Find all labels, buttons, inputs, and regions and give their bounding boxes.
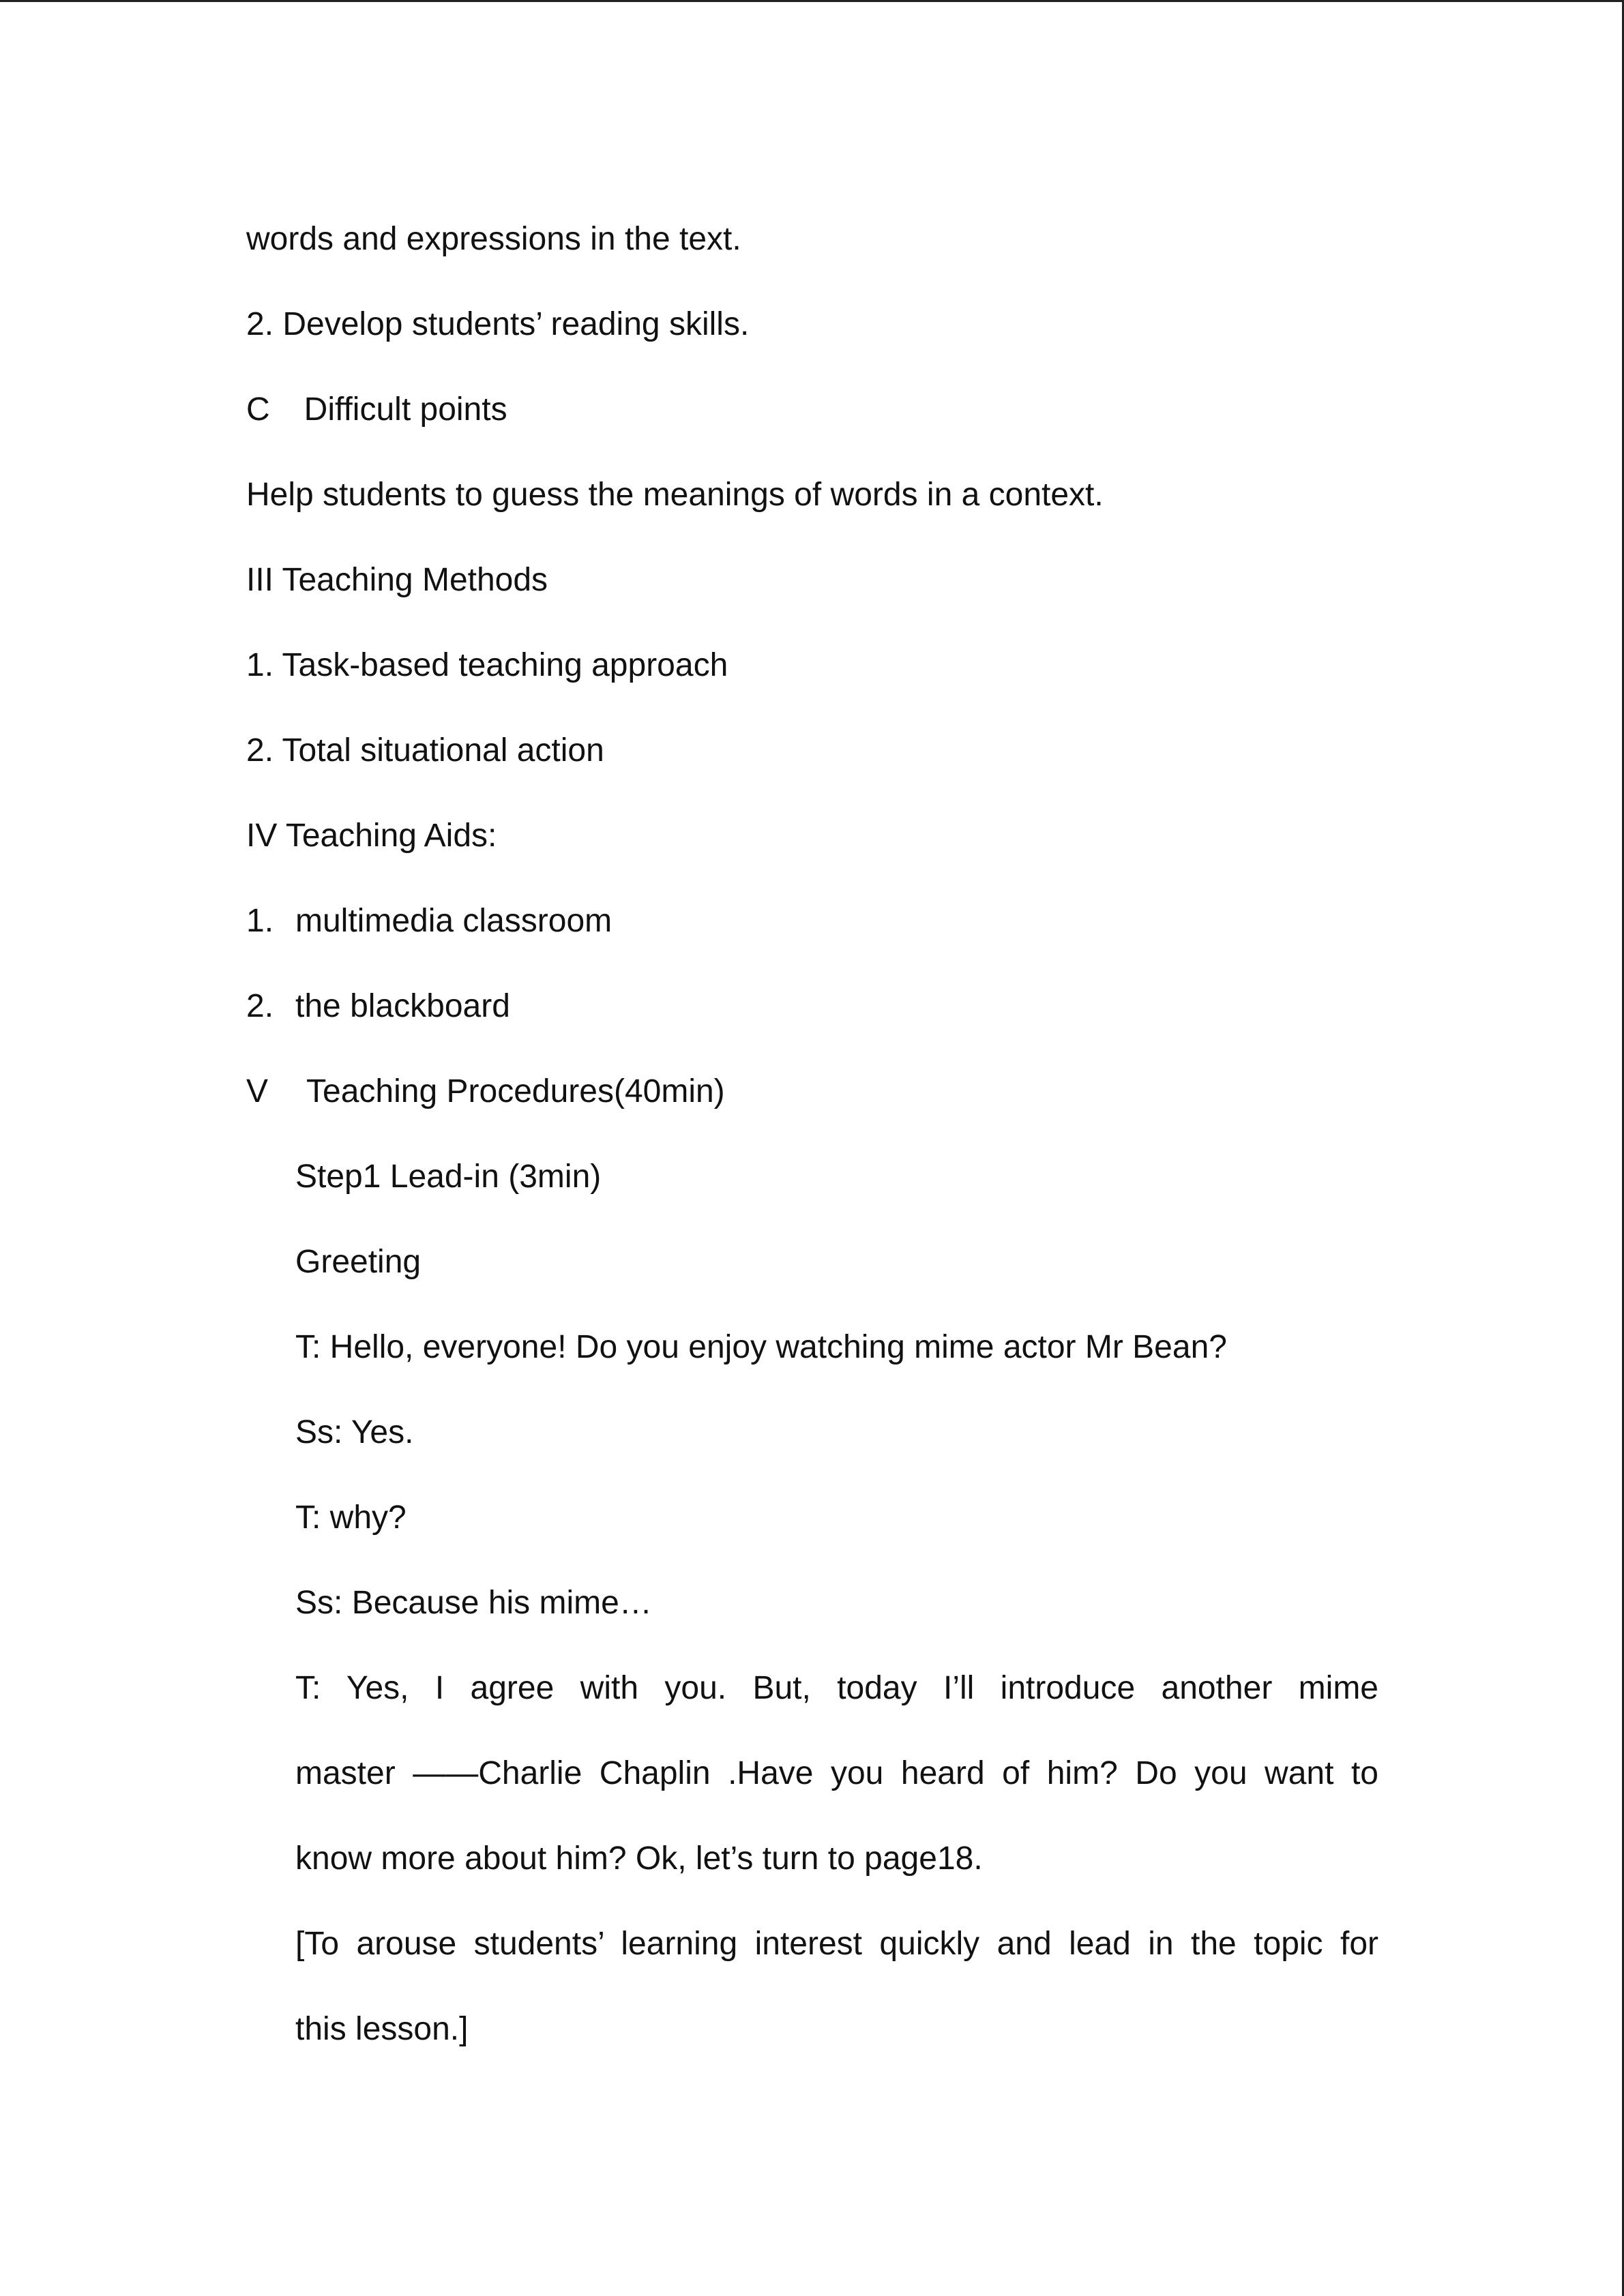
dialogue-line: T: Hello, everyone! Do you enjoy watching mime actor Mr Bean? [295, 1329, 1227, 1365]
heading-letter: V [246, 1073, 269, 1109]
list-item-aid-1 [246, 901, 612, 942]
list-item-aid-2 [246, 986, 510, 1027]
text-line-objectives-continued: words and expressions in the text. [246, 221, 741, 257]
list-item-method-1: 1. Task-based teaching approach [246, 647, 728, 683]
text-line-difficult-point: Help students to guess the meanings of words in a context. [246, 477, 1104, 513]
list-text: the blackboard [295, 988, 510, 1024]
heading-title: Teaching Procedures(40min) [306, 1073, 725, 1109]
paragraph-line: T: Yes, I agree with you. But, today I’ll introduce another mime [295, 1670, 1378, 1706]
heading-difficult-points [246, 389, 507, 430]
heading-teaching-aids: IV Teaching Aids: [246, 818, 497, 854]
heading-title: Difficult points [304, 391, 507, 428]
note-line: this lesson.] [295, 2011, 469, 2047]
list-number: 2. [246, 988, 274, 1024]
heading-teaching-procedures [246, 1071, 725, 1112]
greeting-label: Greeting [295, 1244, 422, 1280]
dialogue-line: T: why? [295, 1500, 407, 1536]
list-number: 1. [246, 903, 274, 939]
heading-teaching-methods: III Teaching Methods [246, 562, 548, 598]
note-line: [To arouse students’ learning interest quickly and lead in the topic for [295, 1926, 1378, 1962]
paragraph-line: master ——Charlie Chaplin .Have you heard of him? Do you want to [295, 1755, 1378, 1791]
text-line-reading-skills: 2. Develop students’ reading skills. [246, 306, 750, 342]
dialogue-line: Ss: Yes. [295, 1414, 414, 1450]
list-text: multimedia classroom [295, 903, 612, 939]
paragraph-line: know more about him? Ok, let’s turn to page18. [295, 1840, 983, 1877]
list-item-method-2: 2. Total situational action [246, 732, 604, 769]
step1-heading: Step1 Lead-in (3min) [295, 1159, 602, 1195]
dialogue-line: Ss: Because his mime… [295, 1585, 652, 1621]
heading-letter: C [246, 391, 270, 428]
